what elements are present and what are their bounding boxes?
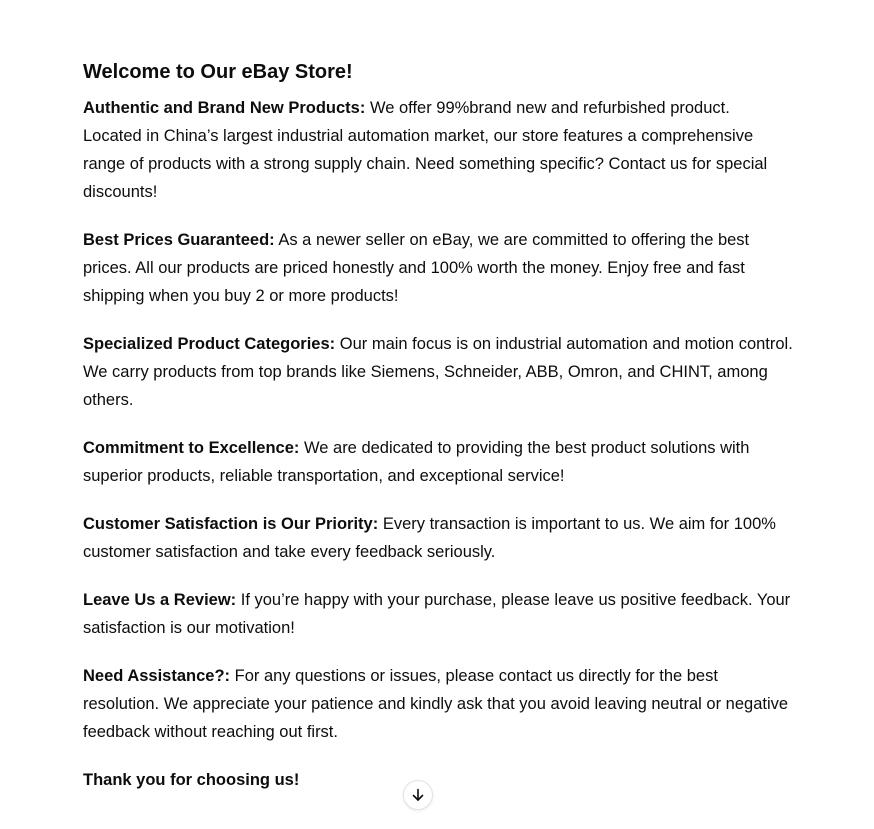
section-commitment — [83, 434, 793, 490]
section-text: We are dedicated to providing the best product solutions with superior products, reliable transportation, and exceptional service! — [83, 439, 750, 485]
section-text: For any questions or issues, please contact us directly for the best resolution. We appreciate your patience and kindly ask that you avoid leaving neutral or negative feedback without reaching out first. — [83, 667, 789, 741]
section-text: Every transaction is important to us. We aim for 100% customer satisfaction and take every feedback seriously. — [83, 515, 776, 561]
section-leave-review — [83, 586, 793, 642]
section-label: Leave Us a Review: — [83, 591, 237, 609]
section-label: Commitment to Excellence: — [83, 439, 300, 457]
section-text: If you’re happy with your purchase, please leave us positive feedback. Your satisfaction is our motivation! — [83, 591, 791, 637]
page-title: Welcome to Our eBay Store! — [83, 61, 353, 83]
section-label: Authentic and Brand New Products: — [83, 99, 366, 117]
section-product-categories — [83, 330, 793, 414]
section-best-prices — [83, 226, 793, 310]
section-label: Specialized Product Categories: — [83, 335, 336, 353]
closing-text: Thank you for choosing us! — [83, 771, 300, 789]
section-customer-satisfaction — [83, 510, 793, 566]
section-label: Best Prices Guaranteed: — [83, 231, 275, 249]
section-need-assistance — [83, 662, 793, 746]
section-label: Customer Satisfaction is Our Priority: — [83, 515, 379, 533]
scroll-down-button[interactable] — [403, 780, 433, 810]
section-authentic-products — [83, 94, 793, 206]
section-text: As a newer seller on eBay, we are committed to offering the best prices. All our products are priced honestly and 100% worth the money. Enjoy free and fast shipping when you buy 2 or more products! — [83, 231, 750, 305]
store-description — [83, 58, 793, 794]
section-text: Our main focus is on industrial automation and motion control. We carry products from top brands like Siemens, Schneider, ABB, Omron, and CHINT, among others. — [83, 335, 793, 409]
section-text: We offer 99%brand new and refurbished product. Located in China’s largest industrial automation market, our store features a comprehensive range of products with a strong supply chain. Need something specific? Contact us for special discounts! — [83, 99, 768, 201]
section-label: Need Assistance?: — [83, 667, 231, 685]
arrow-down-icon — [410, 787, 426, 803]
